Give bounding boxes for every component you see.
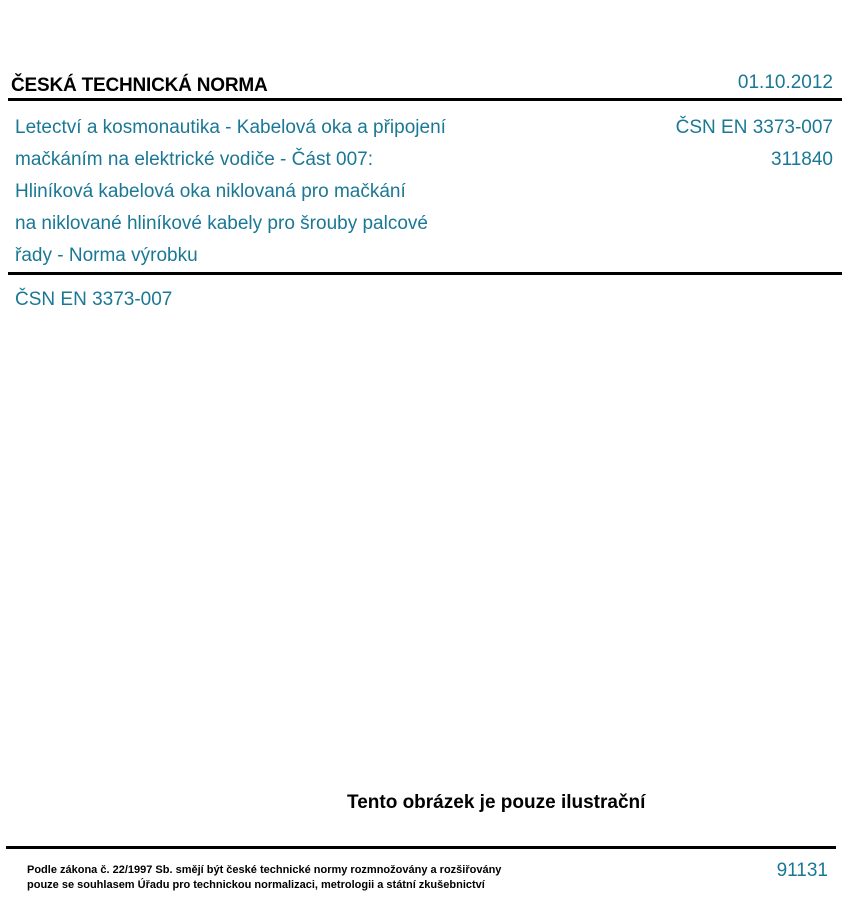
middle-divider [8,272,842,275]
standard-title-line: řady - Norma výrobku [15,245,198,266]
illustration-note: Tento obrázek je pouze ilustrační [347,792,646,813]
standard-title-line: na niklované hliníkové kabely pro šrouby palcové [15,213,428,234]
legal-notice-line: pouze se souhlasem Úřadu pro technickou normalizaci, metrologii a státní zkušebnictví [27,879,485,891]
legal-notice-line: Podle zákona č. 22/1997 Sb. smějí být české technické normy rozmnožovány a rozšiřovány [27,864,502,876]
footer-code: 91131 [776,860,828,881]
standard-title [15,112,535,272]
standard-sub-code: ČSN EN 3373-007 [15,289,173,310]
standard-title-line: mačkáním na elektrické vodiče - Část 007: [15,149,373,170]
classification-number: 311840 [771,149,833,170]
standard-code: ČSN EN 3373-007 [675,117,833,138]
standard-title-line: Letectví a kosmonautika - Kabelová oka a připojení [15,117,446,138]
standard-codes [676,112,833,176]
top-divider [8,98,842,101]
standard-title-line: Hliníková kabelová oka niklovaná pro mačkání [15,181,406,202]
legal-notice [27,863,627,893]
publication-date: 01.10.2012 [737,72,833,93]
bottom-divider [6,846,836,849]
document-type-title: ČESKÁ TECHNICKÁ NORMA [11,75,268,96]
